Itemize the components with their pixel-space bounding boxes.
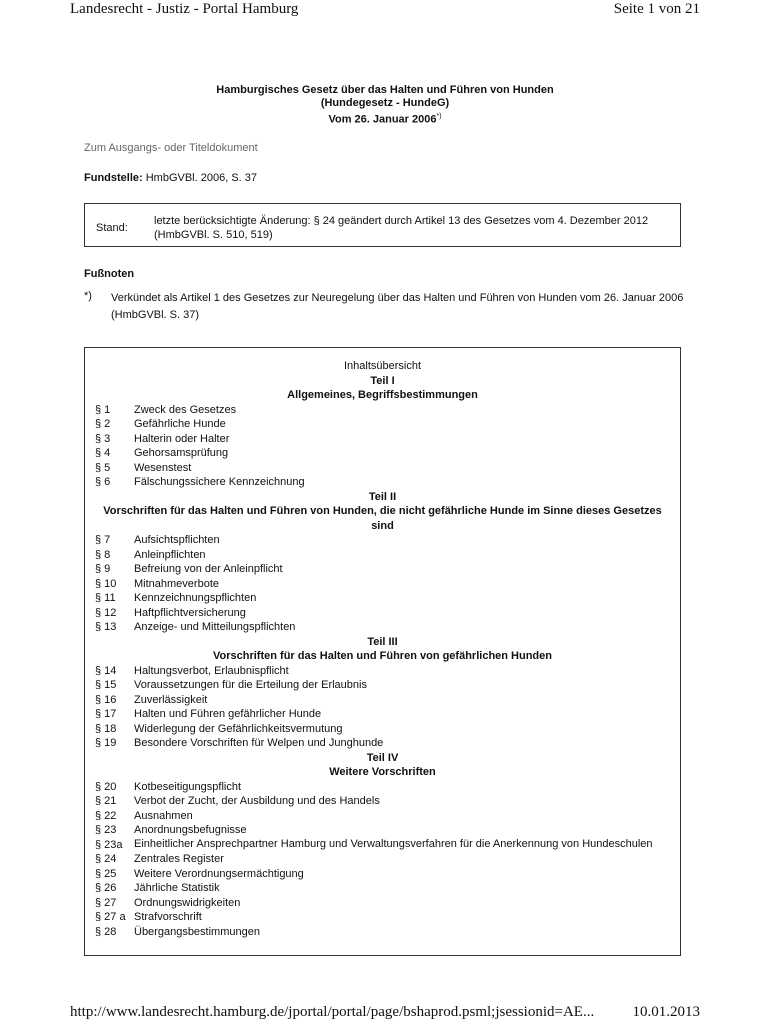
fundstelle — [84, 172, 257, 184]
toc-entry[interactable] — [95, 533, 670, 548]
toc-entry[interactable] — [95, 780, 670, 795]
toc-part-title: Weitere Vorschriften — [329, 766, 436, 778]
header-page-number: Seite 1 von 21 — [613, 1, 700, 17]
footnote-text: Verkündet als Artikel 1 des Gesetzes zur Neuregelung über das Halten und Führen von Hunden vom 26. Januar 2006 (HmbGVBl. S. 37) — [111, 292, 684, 321]
toc-entry-link[interactable]: Anleinpflichten — [134, 548, 206, 561]
fundstelle-label: Fundstelle: — [84, 172, 143, 184]
toc-entry[interactable] — [95, 548, 670, 563]
toc-entry-number: § 12 — [95, 606, 117, 619]
toc-entry[interactable] — [95, 823, 670, 838]
toc-entry-link[interactable]: Anzeige- und Mitteilungspflichten — [134, 621, 296, 633]
toc-entry-number: § 9 — [95, 563, 111, 575]
toc-entry[interactable] — [95, 736, 670, 751]
toc-entry[interactable] — [95, 577, 670, 592]
title-footnote-mark[interactable]: *) — [436, 113, 442, 120]
toc-entry-link[interactable]: Anordnungsbefugnisse — [134, 824, 247, 836]
toc-entry-link[interactable]: Zweck des Gesetzes — [134, 403, 237, 416]
toc-entry-number: § 11 — [95, 592, 116, 604]
toc-entry-number: § 25 — [95, 867, 117, 880]
toc-entry-link[interactable]: Übergangsbestimmungen — [134, 925, 260, 938]
toc-entry-link[interactable]: Weitere Verordnungsermächtigung — [134, 867, 304, 880]
toc-part-title: Allgemeines, Begriffsbestimmungen — [287, 389, 478, 401]
toc-entry-number: § 15 — [95, 679, 117, 691]
page-header — [70, 1, 700, 18]
toc-entry-link[interactable]: Einheitlicher Ansprechpartner Hamburg und Verwaltungsverfahren für die Anerkennung von Hundeschulen — [134, 837, 653, 850]
toc-part-title: Vorschriften für das Halten und Führen von gefährlichen Hunden — [213, 650, 552, 662]
toc-entry[interactable] — [95, 432, 670, 447]
toc-entry[interactable] — [95, 475, 670, 490]
toc-entry[interactable] — [95, 881, 670, 896]
toc-entry-link[interactable]: Gefährliche Hunde — [134, 418, 226, 430]
footer-url: http://www.landesrecht.hamburg.de/jportal/portal/page/bshaprod.psml;jsessionid=AE... — [70, 1004, 595, 1020]
toc-entry-number: § 6 — [95, 476, 111, 488]
toc-entry-number: § 7 — [95, 534, 111, 546]
toc-part-number: Teil I — [370, 374, 395, 387]
toc-entry[interactable] — [95, 794, 670, 809]
toc-heading: Inhaltsübersicht — [343, 360, 422, 372]
toc-entry-link[interactable]: Fälschungssichere Kennzeichnung — [134, 476, 305, 488]
toc-entry[interactable] — [95, 693, 670, 708]
toc-entry-link[interactable]: Zentrales Register — [134, 853, 224, 865]
toc-part-number: Teil IV — [366, 751, 399, 764]
toc-entry-link[interactable]: Verbot der Zucht, der Ausbildung und des Handels — [134, 795, 380, 807]
toc-entry[interactable] — [95, 403, 670, 418]
stand-label: Stand: — [96, 222, 128, 234]
toc-part-number: Teil II — [368, 490, 397, 503]
table-of-contents — [84, 347, 681, 956]
toc-entry[interactable] — [95, 562, 670, 577]
toc-entry-link[interactable]: Halten und Führen gefährlicher Hunde — [134, 708, 322, 720]
toc-entry-link[interactable]: Ordnungswidrigkeiten — [134, 896, 241, 909]
footer-date: 10.01.2013 — [632, 1004, 700, 1020]
toc-entry[interactable] — [95, 620, 670, 635]
toc-entry-number: § 1 — [95, 403, 111, 416]
toc-entry-number: § 27 a — [95, 911, 126, 923]
toc-entry-number: § 4 — [95, 447, 111, 459]
title-date: Vom 26. Januar 2006 — [328, 113, 437, 126]
document-title — [0, 84, 770, 127]
toc-part-title: Vorschriften für das Halten und Führen von Hunden, die nicht gefährliche Hunde im Sinne dieses Gesetzes sind — [103, 505, 662, 532]
toc-entry[interactable] — [95, 838, 670, 853]
toc-entry-number: § 2 — [95, 418, 111, 430]
toc-entry[interactable] — [95, 606, 670, 621]
toc-entry-number: § 8 — [95, 548, 111, 561]
toc-entry-link[interactable]: Haltungsverbot, Erlaubnispflicht — [134, 664, 289, 677]
toc-entry[interactable] — [95, 925, 670, 940]
title-line-3 — [0, 110, 770, 127]
toc-entry-link[interactable]: Kennzeichnungspflichten — [134, 592, 257, 604]
toc-entry-link[interactable]: Befreiung von der Anleinpflicht — [134, 563, 283, 575]
toc-entry[interactable] — [95, 809, 670, 824]
toc-entry-number: § 13 — [95, 621, 117, 633]
toc-entry[interactable] — [95, 664, 670, 679]
toc-entry-number: § 24 — [95, 853, 117, 865]
toc-entry-number: § 3 — [95, 432, 111, 445]
toc-entry-link[interactable]: Zuverlässigkeit — [134, 693, 208, 706]
toc-entry-number: § 20 — [95, 780, 117, 793]
toc-entry[interactable] — [95, 461, 670, 476]
toc-entry-number: § 17 — [95, 708, 117, 720]
toc-entry-number: § 18 — [95, 722, 117, 735]
title-line-1: Hamburgisches Gesetz über das Halten und Führen von Hunden — [216, 84, 554, 96]
toc-entry-number: § 26 — [95, 882, 117, 894]
toc-entry-number: § 23 — [95, 824, 117, 836]
toc-entry[interactable] — [95, 678, 670, 693]
toc-entry-number: § 22 — [95, 809, 117, 822]
toc-entry-number: § 5 — [95, 461, 111, 474]
toc-entry[interactable] — [95, 591, 670, 606]
toc-entry[interactable] — [95, 417, 670, 432]
toc-entry-link[interactable]: Mitnahmeverbote — [134, 577, 219, 590]
toc-part-number: Teil III — [367, 635, 398, 648]
toc-entry-number: § 10 — [95, 577, 117, 590]
page-footer — [70, 1004, 700, 1021]
toc-entry-link[interactable]: Besondere Vorschriften für Welpen und Junghunde — [134, 737, 384, 749]
header-site-title: Landesrecht - Justiz - Portal Hamburg — [70, 1, 299, 17]
toc-entry-link[interactable]: Strafvorschrift — [134, 911, 202, 923]
toc-entry-link[interactable]: Voraussetzungen für die Erteilung der Erlaubnis — [134, 679, 367, 691]
back-to-title-link[interactable]: Zum Ausgangs- oder Titeldokument — [84, 142, 258, 154]
toc-entry-number: § 19 — [95, 737, 117, 749]
toc-entry-link[interactable]: Jährliche Statistik — [134, 882, 220, 894]
toc-entry[interactable] — [95, 707, 670, 722]
toc-entry-number: § 28 — [95, 925, 117, 938]
toc-entry[interactable] — [95, 867, 670, 882]
toc-entry-number: § 14 — [95, 664, 117, 677]
toc-entry[interactable] — [95, 446, 670, 461]
toc-entry[interactable] — [95, 910, 670, 925]
toc-entry-link[interactable]: Halterin oder Halter — [134, 432, 230, 445]
toc-content — [95, 359, 670, 939]
toc-entry-link[interactable]: Haftpflichtversicherung — [134, 606, 246, 619]
toc-entry[interactable] — [95, 722, 670, 737]
toc-entry-link[interactable]: Kotbeseitigungspflicht — [134, 780, 242, 793]
toc-entry-number: § 16 — [95, 693, 117, 706]
toc-entry[interactable] — [95, 896, 670, 911]
footnotes-heading: Fußnoten — [84, 268, 135, 280]
fundstelle-value: HmbGVBl. 2006, S. 37 — [142, 172, 258, 184]
footnote-mark: *) — [84, 290, 92, 302]
toc-entry-link[interactable]: Gehorsamsprüfung — [134, 447, 229, 459]
toc-entry-link[interactable]: Widerlegung der Gefährlichkeitsvermutung — [134, 722, 343, 735]
stand-box — [84, 203, 681, 247]
title-line-2: (Hundegesetz - HundeG) — [320, 97, 450, 109]
toc-entry-link[interactable]: Ausnahmen — [134, 809, 193, 822]
toc-entry-number: § 23a — [95, 838, 123, 851]
toc-entry-number: § 27 — [95, 896, 117, 909]
toc-entry-number: § 21 — [95, 795, 117, 807]
toc-entry[interactable] — [95, 852, 670, 867]
stand-text: letzte berücksichtigte Änderung: § 24 geändert durch Artikel 13 des Gesetzes vom 4. Dezember 2012 (HmbGVBl. S. 510, 519) — [154, 215, 649, 241]
toc-entry-link[interactable]: Aufsichtspflichten — [134, 534, 220, 546]
toc-entry-link[interactable]: Wesenstest — [134, 461, 192, 474]
